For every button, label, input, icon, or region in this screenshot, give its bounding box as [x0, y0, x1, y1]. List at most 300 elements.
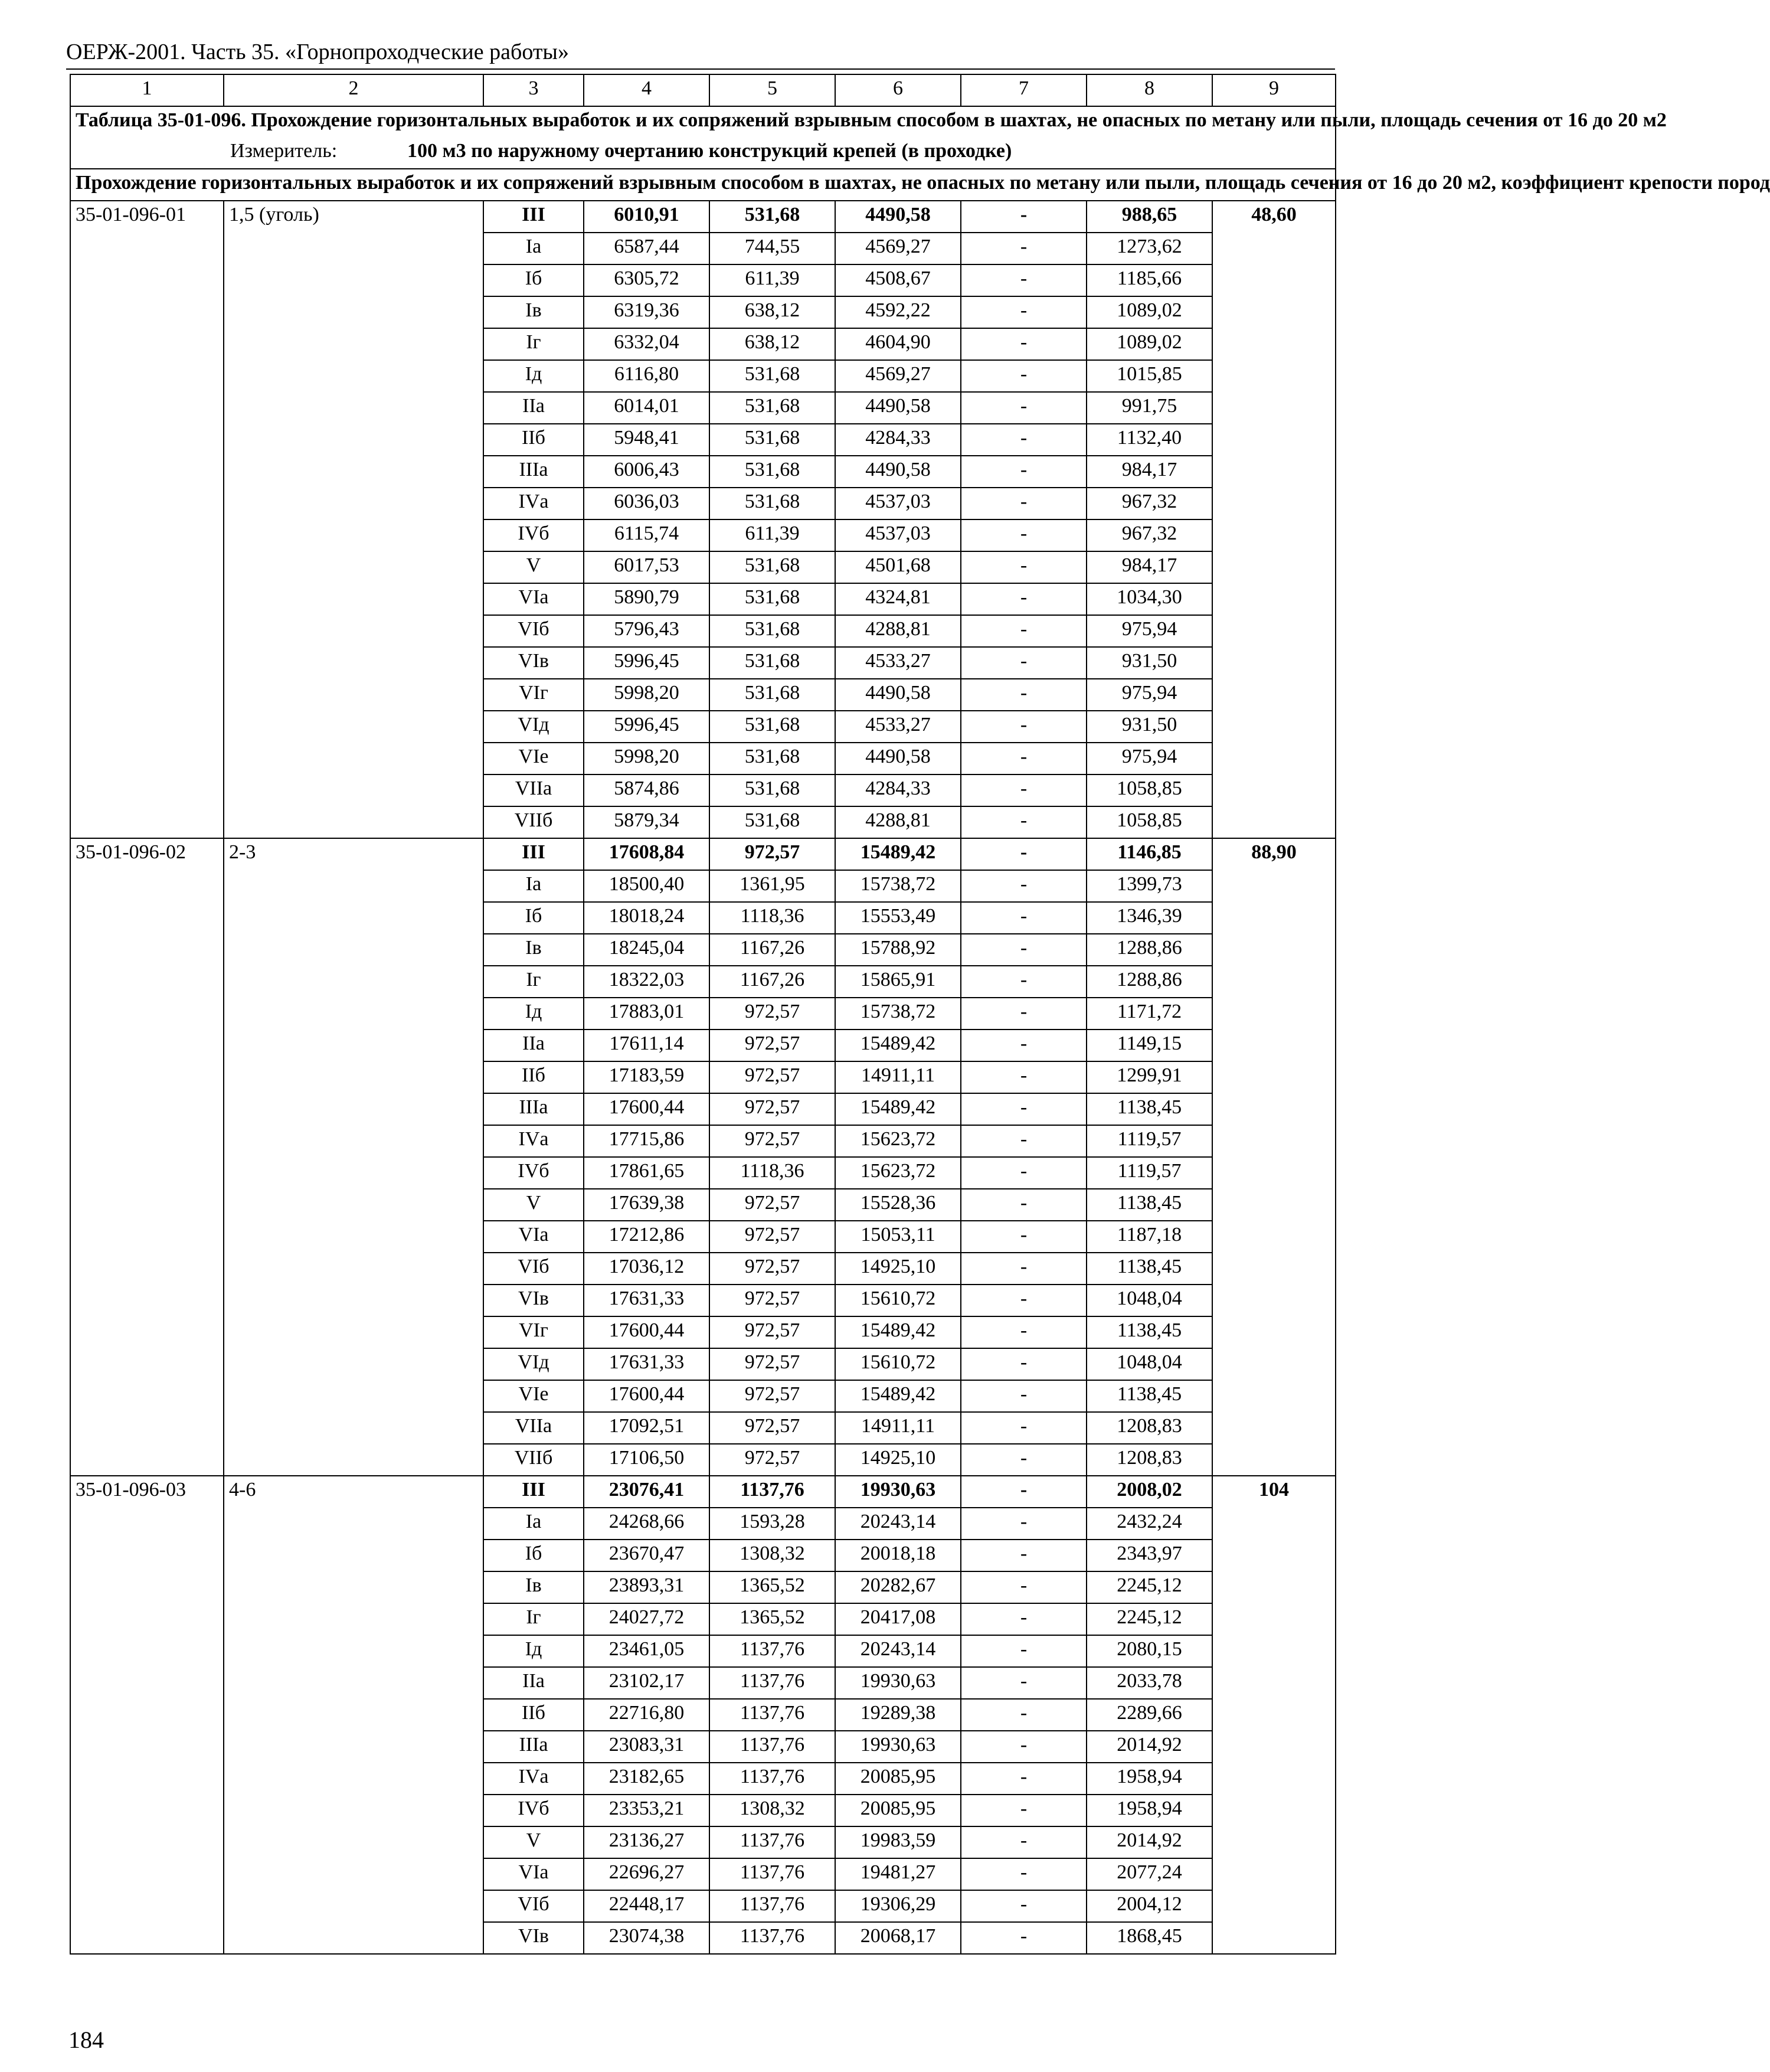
cell-value: 4501,68 — [835, 551, 961, 583]
cell-value: 6014,01 — [584, 392, 709, 424]
cell-value: - — [961, 1125, 1087, 1157]
cell-value: 1187,18 — [1087, 1221, 1212, 1253]
cell-value: 531,68 — [709, 360, 835, 392]
cell-value: - — [961, 966, 1087, 998]
support-type: VIб — [483, 1890, 584, 1922]
support-type: III — [483, 201, 584, 233]
support-type: VIг — [483, 1316, 584, 1348]
cell-value: 15738,72 — [835, 998, 961, 1030]
support-type: VIIа — [483, 774, 584, 806]
cell-value: 1149,15 — [1087, 1030, 1212, 1061]
cell-value: 1208,83 — [1087, 1444, 1212, 1476]
cell-value: 531,68 — [709, 711, 835, 743]
cell-value: - — [961, 519, 1087, 551]
cell-value: 975,94 — [1087, 743, 1212, 774]
cell-value: - — [961, 1253, 1087, 1285]
support-type: VIд — [483, 1348, 584, 1380]
support-type: V — [483, 1189, 584, 1221]
cell-value: 531,68 — [709, 456, 835, 488]
cell-value: 2077,24 — [1087, 1858, 1212, 1890]
cell-value: - — [961, 838, 1087, 870]
cell-value: 19306,29 — [835, 1890, 961, 1922]
cell-value: 20282,67 — [835, 1571, 961, 1603]
norm-code: 35-01-096-01 — [70, 201, 224, 838]
cell-value: 2014,92 — [1087, 1731, 1212, 1763]
cell-value: 6115,74 — [584, 519, 709, 551]
cell-value: - — [961, 1444, 1087, 1476]
cell-value: - — [961, 1061, 1087, 1093]
cell-value: 2245,12 — [1087, 1571, 1212, 1603]
cell-value: 1868,45 — [1087, 1922, 1212, 1954]
cell-value: 17600,44 — [584, 1380, 709, 1412]
cell-value: 531,68 — [709, 615, 835, 647]
measure-row — [70, 138, 1336, 169]
cell-value: 972,57 — [709, 1061, 835, 1093]
support-type: Iа — [483, 1508, 584, 1540]
column-number: 2 — [224, 74, 483, 106]
cell-value: 972,57 — [709, 1221, 835, 1253]
support-type: IVа — [483, 1763, 584, 1795]
support-type: IIIа — [483, 1731, 584, 1763]
cell-value: 2004,12 — [1087, 1890, 1212, 1922]
cell-value: 991,75 — [1087, 392, 1212, 424]
cell-value: 1132,40 — [1087, 424, 1212, 456]
table-row — [70, 1476, 1336, 1508]
cell-value: 23102,17 — [584, 1667, 709, 1699]
cell-value: 6116,80 — [584, 360, 709, 392]
cell-value: - — [961, 1093, 1087, 1125]
cell-value: 23893,31 — [584, 1571, 709, 1603]
cell-value: 19983,59 — [835, 1826, 961, 1858]
cell-value: - — [961, 1699, 1087, 1731]
cell-value: 611,39 — [709, 519, 835, 551]
cell-value: - — [961, 1412, 1087, 1444]
cell-value: 15788,92 — [835, 934, 961, 966]
cell-value: 20243,14 — [835, 1635, 961, 1667]
cell-value: 1119,57 — [1087, 1157, 1212, 1189]
cell-value: 17212,86 — [584, 1221, 709, 1253]
cell-value: 972,57 — [709, 1125, 835, 1157]
cell-value: - — [961, 774, 1087, 806]
table-title: Таблица 35-01-096. Прохождение горизонтальных выработок и их сопряжений взрывным способом в шахтах, не опасных по метану или пыли, площадь сечения от 16 до 20 м2 — [70, 106, 1336, 138]
cell-value: 1308,32 — [709, 1540, 835, 1571]
cell-value: 1288,86 — [1087, 966, 1212, 998]
cell-value: 1137,76 — [709, 1858, 835, 1890]
cell-value: 1137,76 — [709, 1476, 835, 1508]
cell-value: 1208,83 — [1087, 1412, 1212, 1444]
cell-value: - — [961, 1508, 1087, 1540]
cell-value: 19930,63 — [835, 1667, 961, 1699]
cell-value: 19289,38 — [835, 1699, 961, 1731]
support-type: IIIа — [483, 456, 584, 488]
column-number: 3 — [483, 74, 584, 106]
cell-value: - — [961, 934, 1087, 966]
support-type: V — [483, 551, 584, 583]
cell-value: 6587,44 — [584, 233, 709, 264]
cell-value: 1119,57 — [1087, 1125, 1212, 1157]
norm-code: 35-01-096-03 — [70, 1476, 224, 1954]
cell-value: 17608,84 — [584, 838, 709, 870]
support-type: VIIб — [483, 1444, 584, 1476]
support-type: VIе — [483, 1380, 584, 1412]
cell-value: 1346,39 — [1087, 902, 1212, 934]
support-type: IIб — [483, 1061, 584, 1093]
column-number: 4 — [584, 74, 709, 106]
cell-value: - — [961, 1603, 1087, 1635]
support-type: Iб — [483, 902, 584, 934]
cell-value: 531,68 — [709, 774, 835, 806]
support-type: VIб — [483, 615, 584, 647]
support-type: VIIа — [483, 1412, 584, 1444]
support-type: VIд — [483, 711, 584, 743]
labor-cost: 48,60 — [1212, 201, 1336, 838]
cell-value: - — [961, 1731, 1087, 1763]
support-type: VIв — [483, 1285, 584, 1316]
support-type: IIб — [483, 1699, 584, 1731]
cell-value: 1137,76 — [709, 1731, 835, 1763]
norms-table — [70, 74, 1770, 1955]
cell-value: 1137,76 — [709, 1922, 835, 1954]
table-row — [70, 201, 1336, 233]
cell-value: 15489,42 — [835, 1380, 961, 1412]
cell-value: 1399,73 — [1087, 870, 1212, 902]
cell-value: 1958,94 — [1087, 1763, 1212, 1795]
cell-value: 967,32 — [1087, 519, 1212, 551]
cell-value: 17631,33 — [584, 1348, 709, 1380]
cell-value: 967,32 — [1087, 488, 1212, 519]
cell-value: - — [961, 1540, 1087, 1571]
cell-value: 1288,86 — [1087, 934, 1212, 966]
cell-value: 1185,66 — [1087, 264, 1212, 296]
cell-value: - — [961, 1571, 1087, 1603]
cell-value: 531,68 — [709, 424, 835, 456]
cell-value: 18322,03 — [584, 966, 709, 998]
cell-value: 4533,27 — [835, 711, 961, 743]
support-type: VIв — [483, 1922, 584, 1954]
cell-value: 972,57 — [709, 1444, 835, 1476]
cell-value: 22716,80 — [584, 1699, 709, 1731]
cell-value: 1137,76 — [709, 1699, 835, 1731]
cell-value: - — [961, 1348, 1087, 1380]
cell-value: 5998,20 — [584, 743, 709, 774]
cell-value: - — [961, 1380, 1087, 1412]
cell-value: 1034,30 — [1087, 583, 1212, 615]
support-type: Iа — [483, 870, 584, 902]
support-type: Iв — [483, 296, 584, 328]
cell-value: 4490,58 — [835, 679, 961, 711]
cell-value: - — [961, 551, 1087, 583]
cell-value: 23353,21 — [584, 1795, 709, 1826]
support-type: III — [483, 1476, 584, 1508]
measure-label: Измеритель: — [230, 140, 338, 162]
cell-value: 18018,24 — [584, 902, 709, 934]
cell-value: 18500,40 — [584, 870, 709, 902]
cell-value: 5998,20 — [584, 679, 709, 711]
cell-value: 2033,78 — [1087, 1667, 1212, 1699]
cell-value: 531,68 — [709, 551, 835, 583]
cell-value: 4284,33 — [835, 774, 961, 806]
cell-value: 24027,72 — [584, 1603, 709, 1635]
cell-value: 531,68 — [709, 488, 835, 519]
support-type: IVб — [483, 519, 584, 551]
cell-value: 1137,76 — [709, 1667, 835, 1699]
support-type: III — [483, 838, 584, 870]
cell-value: 4604,90 — [835, 328, 961, 360]
cell-value: - — [961, 1635, 1087, 1667]
cell-value: 2343,97 — [1087, 1540, 1212, 1571]
cell-value: 17861,65 — [584, 1157, 709, 1189]
cell-value: 17639,38 — [584, 1189, 709, 1221]
cell-value: 17183,59 — [584, 1061, 709, 1093]
cell-value: 5948,41 — [584, 424, 709, 456]
cell-value: - — [961, 998, 1087, 1030]
cell-value: - — [961, 1667, 1087, 1699]
cell-value: 2014,92 — [1087, 1826, 1212, 1858]
cell-value: - — [961, 1922, 1087, 1954]
table-row — [70, 838, 1336, 870]
column-number: 9 — [1212, 74, 1336, 106]
cell-value: 23182,65 — [584, 1763, 709, 1795]
cell-value: 17883,01 — [584, 998, 709, 1030]
cell-value: 5890,79 — [584, 583, 709, 615]
cell-value: - — [961, 1858, 1087, 1890]
cell-value: - — [961, 583, 1087, 615]
cell-value: - — [961, 360, 1087, 392]
cell-value: 4490,58 — [835, 392, 961, 424]
cell-value: 4537,03 — [835, 488, 961, 519]
cell-value: 15489,42 — [835, 1316, 961, 1348]
cell-value: 972,57 — [709, 838, 835, 870]
cell-value: - — [961, 1476, 1087, 1508]
cell-value: 4490,58 — [835, 743, 961, 774]
cell-value: 4284,33 — [835, 424, 961, 456]
support-type: Iд — [483, 360, 584, 392]
cell-value: 1365,52 — [709, 1603, 835, 1635]
support-type: IVб — [483, 1157, 584, 1189]
cell-value: 6010,91 — [584, 201, 709, 233]
cell-value: 4288,81 — [835, 615, 961, 647]
cell-value: 23083,31 — [584, 1731, 709, 1763]
cell-value: 4324,81 — [835, 583, 961, 615]
cell-value: 1167,26 — [709, 966, 835, 998]
cell-value: 638,12 — [709, 296, 835, 328]
cell-value: 4508,67 — [835, 264, 961, 296]
cell-value: 1958,94 — [1087, 1795, 1212, 1826]
cell-value: 6036,03 — [584, 488, 709, 519]
cell-value: 15623,72 — [835, 1157, 961, 1189]
cell-value: 1308,32 — [709, 1795, 835, 1826]
cell-value: 1593,28 — [709, 1508, 835, 1540]
cell-value: 4490,58 — [835, 201, 961, 233]
cell-value: 988,65 — [1087, 201, 1212, 233]
support-type: VIIб — [483, 806, 584, 838]
cell-value: 531,68 — [709, 201, 835, 233]
cell-value: 22696,27 — [584, 1858, 709, 1890]
cell-value: 4569,27 — [835, 233, 961, 264]
cell-value: - — [961, 1890, 1087, 1922]
cell-value: 15489,42 — [835, 1093, 961, 1125]
page-header: ОЕРЖ-2001. Часть 35. «Горнопроходческие работы» — [66, 37, 1335, 70]
cell-value: 17631,33 — [584, 1285, 709, 1316]
cell-value: 4490,58 — [835, 456, 961, 488]
support-type: IIа — [483, 392, 584, 424]
cell-value: 4537,03 — [835, 519, 961, 551]
cell-value: 1058,85 — [1087, 774, 1212, 806]
labor-cost: 104 — [1212, 1476, 1336, 1954]
cell-value: - — [961, 679, 1087, 711]
column-number: 5 — [709, 74, 835, 106]
support-type: V — [483, 1826, 584, 1858]
cell-value: - — [961, 615, 1087, 647]
cell-value: 6006,43 — [584, 456, 709, 488]
support-type: Iб — [483, 1540, 584, 1571]
cell-value: 19930,63 — [835, 1476, 961, 1508]
support-type: IIа — [483, 1667, 584, 1699]
norm-code: 35-01-096-02 — [70, 838, 224, 1476]
cell-value: 17106,50 — [584, 1444, 709, 1476]
support-type: VIв — [483, 647, 584, 679]
support-type: Iд — [483, 1635, 584, 1667]
cell-value: 17600,44 — [584, 1316, 709, 1348]
cell-value: 15053,11 — [835, 1221, 961, 1253]
support-type: IIIа — [483, 1093, 584, 1125]
cell-value: 972,57 — [709, 1285, 835, 1316]
cell-value: 2432,24 — [1087, 1508, 1212, 1540]
cell-value: 1138,45 — [1087, 1380, 1212, 1412]
cell-value: - — [961, 1285, 1087, 1316]
cell-value: 638,12 — [709, 328, 835, 360]
cell-value: 972,57 — [709, 1316, 835, 1348]
cell-value: - — [961, 870, 1087, 902]
support-type: Iг — [483, 1603, 584, 1635]
cell-value: - — [961, 647, 1087, 679]
cell-value: 4288,81 — [835, 806, 961, 838]
support-type: IVб — [483, 1795, 584, 1826]
cell-value: 6319,36 — [584, 296, 709, 328]
cell-value: 17092,51 — [584, 1412, 709, 1444]
cell-value: 5996,45 — [584, 647, 709, 679]
cell-value: 1015,85 — [1087, 360, 1212, 392]
cell-value: 531,68 — [709, 392, 835, 424]
cell-value: 531,68 — [709, 743, 835, 774]
cell-value: 2289,66 — [1087, 1699, 1212, 1731]
cell-value: 972,57 — [709, 998, 835, 1030]
cell-value: 972,57 — [709, 1189, 835, 1221]
cell-value: 20085,95 — [835, 1763, 961, 1795]
cell-value: 531,68 — [709, 679, 835, 711]
support-type: Iв — [483, 1571, 584, 1603]
cell-value: 975,94 — [1087, 615, 1212, 647]
cell-value: 6017,53 — [584, 551, 709, 583]
cell-value: 1167,26 — [709, 934, 835, 966]
cell-value: 2080,15 — [1087, 1635, 1212, 1667]
cell-value: - — [961, 1157, 1087, 1189]
cell-value: 531,68 — [709, 647, 835, 679]
cell-value: - — [961, 424, 1087, 456]
support-type: VIа — [483, 1221, 584, 1253]
cell-value: - — [961, 456, 1087, 488]
cell-value: 531,68 — [709, 583, 835, 615]
cell-value: 20018,18 — [835, 1540, 961, 1571]
cell-value: 5796,43 — [584, 615, 709, 647]
cell-value: 975,94 — [1087, 679, 1212, 711]
cell-value: 23670,47 — [584, 1540, 709, 1571]
cell-value: 1137,76 — [709, 1635, 835, 1667]
cell-value: 972,57 — [709, 1348, 835, 1380]
support-type: IIа — [483, 1030, 584, 1061]
cell-value: 15865,91 — [835, 966, 961, 998]
cell-value: 972,57 — [709, 1412, 835, 1444]
cell-value: 1138,45 — [1087, 1253, 1212, 1285]
cell-value: - — [961, 1316, 1087, 1348]
cell-value: 14925,10 — [835, 1253, 961, 1285]
cell-value: 6332,04 — [584, 328, 709, 360]
cell-value: 1361,95 — [709, 870, 835, 902]
column-number: 1 — [70, 74, 224, 106]
cell-value: 20243,14 — [835, 1508, 961, 1540]
cell-value: 1048,04 — [1087, 1348, 1212, 1380]
cell-value: 17600,44 — [584, 1093, 709, 1125]
cell-value: 20085,95 — [835, 1795, 961, 1826]
cell-value: 1089,02 — [1087, 328, 1212, 360]
cell-value: 20417,08 — [835, 1603, 961, 1635]
page-number: 184 — [68, 2027, 104, 2053]
cell-value: 1299,91 — [1087, 1061, 1212, 1093]
cell-value: - — [961, 233, 1087, 264]
cell-value: - — [961, 1189, 1087, 1221]
cell-value: 984,17 — [1087, 551, 1212, 583]
cell-value: 5874,86 — [584, 774, 709, 806]
cell-value: - — [961, 806, 1087, 838]
support-type: Iа — [483, 233, 584, 264]
support-type: Iб — [483, 264, 584, 296]
cell-value: - — [961, 1221, 1087, 1253]
cell-value: 14911,11 — [835, 1412, 961, 1444]
column-number: 7 — [961, 74, 1087, 106]
cell-value: 1137,76 — [709, 1826, 835, 1858]
cell-value: 1137,76 — [709, 1763, 835, 1795]
support-type: IVа — [483, 488, 584, 519]
cell-value: 5996,45 — [584, 711, 709, 743]
support-type: IVа — [483, 1125, 584, 1157]
cell-value: 15610,72 — [835, 1348, 961, 1380]
cell-value: 15623,72 — [835, 1125, 961, 1157]
cell-value: - — [961, 488, 1087, 519]
cell-value: 23461,05 — [584, 1635, 709, 1667]
support-type: Iд — [483, 998, 584, 1030]
labor-cost: 88,90 — [1212, 838, 1336, 1476]
cell-value: - — [961, 264, 1087, 296]
cell-value: 15528,36 — [835, 1189, 961, 1221]
cell-value: 1138,45 — [1087, 1189, 1212, 1221]
cell-value: 14925,10 — [835, 1444, 961, 1476]
measure-value: 100 м3 по наружному очертанию конструкций крепей (в проходке) — [407, 140, 1012, 162]
cell-value: 1138,45 — [1087, 1093, 1212, 1125]
cell-value: 972,57 — [709, 1253, 835, 1285]
cell-value: 1137,76 — [709, 1890, 835, 1922]
cell-value: - — [961, 1763, 1087, 1795]
cell-value: 1273,62 — [1087, 233, 1212, 264]
cell-value: 17715,86 — [584, 1125, 709, 1157]
cell-value: 1171,72 — [1087, 998, 1212, 1030]
support-type: Iг — [483, 966, 584, 998]
cell-value: 1138,45 — [1087, 1316, 1212, 1348]
cell-value: 611,39 — [709, 264, 835, 296]
rock-hardness: 2-3 — [224, 838, 483, 1476]
cell-value: 6305,72 — [584, 264, 709, 296]
cell-value: 972,57 — [709, 1030, 835, 1061]
cell-value: 15553,49 — [835, 902, 961, 934]
